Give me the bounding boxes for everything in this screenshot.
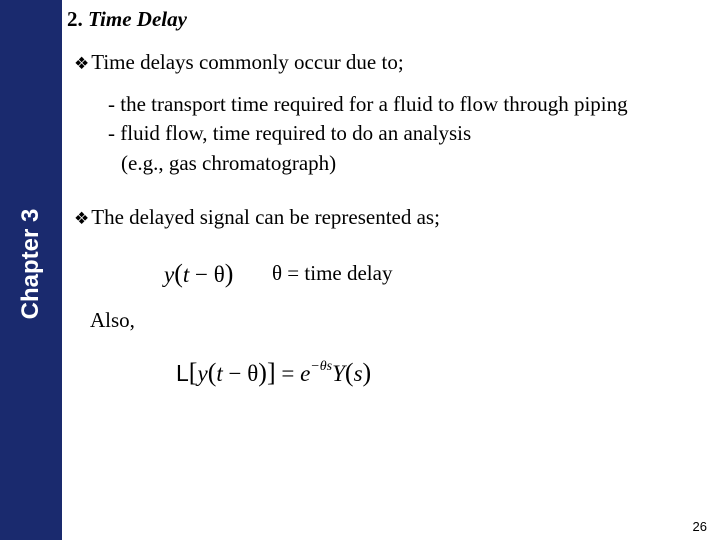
delayed-signal-equation: y(t − θ) — [164, 259, 234, 288]
section-title: Time Delay — [88, 7, 187, 31]
diamond-bullet-icon: ❖ — [74, 54, 90, 74]
bullet-text: Time delays commonly occur due to; — [91, 50, 404, 74]
also-label: Also, — [90, 308, 135, 332]
page-number: 26 — [692, 519, 707, 534]
section-number: 2. — [67, 7, 83, 31]
time-delay-definition: θ = time delay — [272, 261, 393, 285]
chapter-sidebar — [0, 0, 62, 540]
sub-line: - the transport time required for a fluid to flow through piping — [108, 92, 628, 116]
laplace-equation: $L[y(t - \theta)] = e^{-\theta s}Y(s)$ — [176, 358, 372, 387]
chapter-label: Chapter 3 — [17, 208, 44, 320]
bullet-item — [74, 205, 440, 230]
bullet-item — [74, 50, 404, 75]
sub-line: (e.g., gas chromatograph) — [121, 151, 337, 175]
sub-line: - fluid flow, time required to do an analysis — [108, 121, 472, 145]
diamond-bullet-icon: ❖ — [74, 209, 90, 229]
slide-title — [67, 7, 187, 32]
bullet-text: The delayed signal can be represented as; — [91, 205, 440, 229]
